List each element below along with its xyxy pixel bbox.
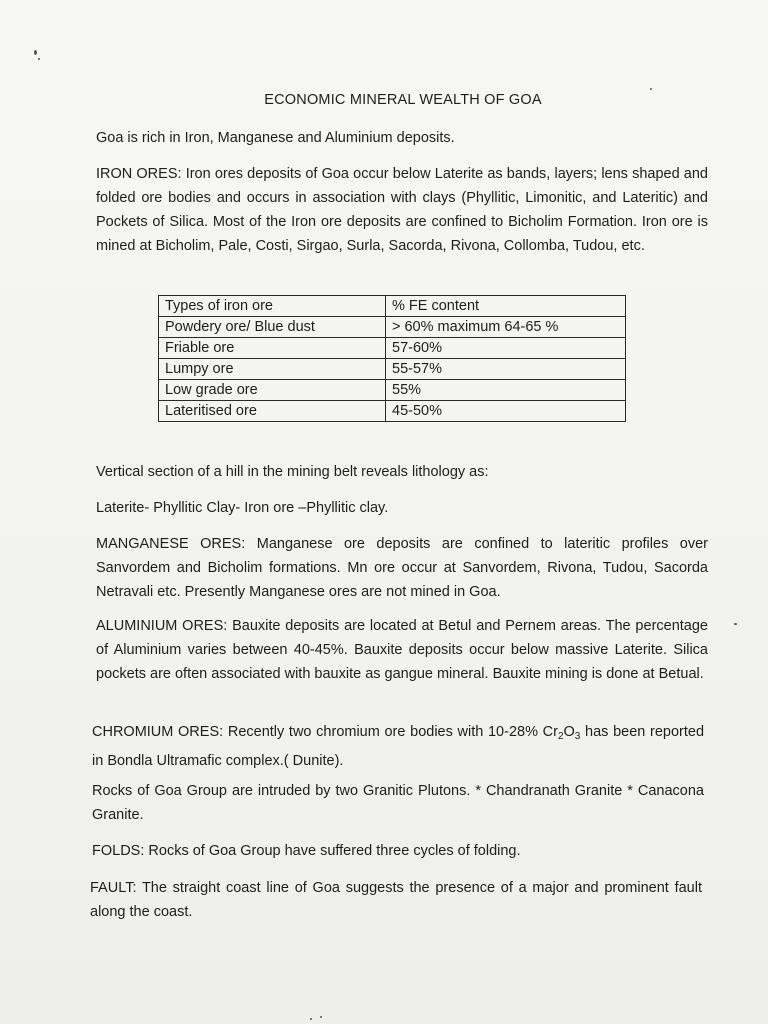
- table-row: [159, 338, 626, 359]
- page-title: ECONOMIC MINERAL WEALTH OF GOA: [264, 92, 542, 108]
- iron-ores-paragraph: [96, 162, 708, 258]
- table-row: [159, 317, 626, 338]
- table-cell: Friable ore: [159, 338, 386, 359]
- vertical-section-text: Vertical section of a hill in the mining belt reveals lithology as:: [96, 464, 489, 480]
- iron-ore-table: [158, 295, 626, 422]
- table-cell: 55-57%: [386, 359, 626, 380]
- chromium-subscript: 3: [574, 731, 581, 742]
- folds-heading: FOLDS:: [92, 843, 145, 859]
- table-row: [159, 359, 626, 380]
- iron-ores-text: Iron ores deposits of Goa occur below Laterite as bands, layers; lens shaped and folded ore bodies and occurs in association with clays (Phyllitic, Limonitic, and Lateritic) and Pockets of Silica. Most of the Iron ore deposits are confined to Bicholim Formation. Iron ore is mined at Bicholim, Pale, Costi, Sirgao, Surla, Sacorda, Rivona, Collomba, Tudou, etc.: [96, 166, 708, 254]
- table-row: [159, 401, 626, 422]
- table-header-cell: Types of iron ore: [159, 296, 386, 317]
- chromium-text-end: has been reported in Bondla Ultramafic complex.( Dunite).: [92, 724, 705, 769]
- table-header-row: [159, 296, 626, 317]
- lithology-text: Laterite- Phyllitic Clay- Iron ore –Phyllitic clay.: [96, 500, 389, 516]
- folds-paragraph: [92, 839, 704, 863]
- table-cell: Lumpy ore: [159, 359, 386, 380]
- table-cell: Lateritised ore: [159, 401, 386, 422]
- table-cell: 45-50%: [386, 401, 626, 422]
- paper-speck: [734, 623, 737, 625]
- paper-speck: [650, 88, 652, 90]
- paper-speck: [320, 1016, 322, 1018]
- intro-text: Goa is rich in Iron, Manganese and Aluminium deposits.: [96, 130, 455, 146]
- folds-text: Rocks of Goa Group have suffered three cycles of folding.: [148, 843, 521, 859]
- table-cell: > 60% maximum 64-65 %: [386, 317, 626, 338]
- table-cell: 55%: [386, 380, 626, 401]
- fault-paragraph: [90, 876, 702, 924]
- table-cell: Powdery ore/ Blue dust: [159, 317, 386, 338]
- aluminium-text: Bauxite deposits are located at Betul and Pernem areas. The percentage of Aluminium varies between 40-45%. Bauxite deposits occur below massive Laterite. Silica pockets are often associated with bauxite as gangue mineral. Bauxite mining is done at Betual.: [96, 618, 708, 682]
- aluminium-heading: ALUMINIUM ORES:: [96, 618, 228, 634]
- manganese-text: Manganese ore deposits are confined to lateritic profiles over Sanvordem and Bicholim formations. Mn ore occur at Sanvordem, Rivona, Tudou, Sacorda Netravali etc. Presently Manganese ores are not mined in Goa.: [96, 536, 708, 600]
- paper-speck: [38, 58, 40, 60]
- paper-speck: [310, 1018, 312, 1020]
- manganese-heading: MANGANESE ORES:: [96, 536, 246, 552]
- iron-ores-heading: IRON ORES:: [96, 166, 182, 182]
- paper-speck: [34, 50, 37, 55]
- manganese-paragraph: [96, 532, 708, 604]
- table-cell: Low grade ore: [159, 380, 386, 401]
- chromium-text: Recently two chromium ore bodies with 10-28% Cr: [227, 724, 558, 740]
- chromium-heading: CHROMIUM ORES:: [92, 724, 224, 740]
- rocks-text: Rocks of Goa Group are intruded by two Granitic Plutons. * Chandranath Granite * Canacona Granite.: [92, 783, 704, 823]
- aluminium-paragraph: [96, 614, 708, 686]
- chromium-subscript: 2: [557, 731, 564, 742]
- table-cell: 57-60%: [386, 338, 626, 359]
- fault-heading: FAULT:: [90, 880, 137, 896]
- fault-text: The straight coast line of Goa suggests the presence of a major and prominent fault along the coast.: [90, 880, 702, 920]
- chromium-paragraph: [92, 720, 704, 773]
- table-header-cell: % FE content: [386, 296, 626, 317]
- chromium-formula: O: [563, 724, 575, 740]
- table-row: [159, 380, 626, 401]
